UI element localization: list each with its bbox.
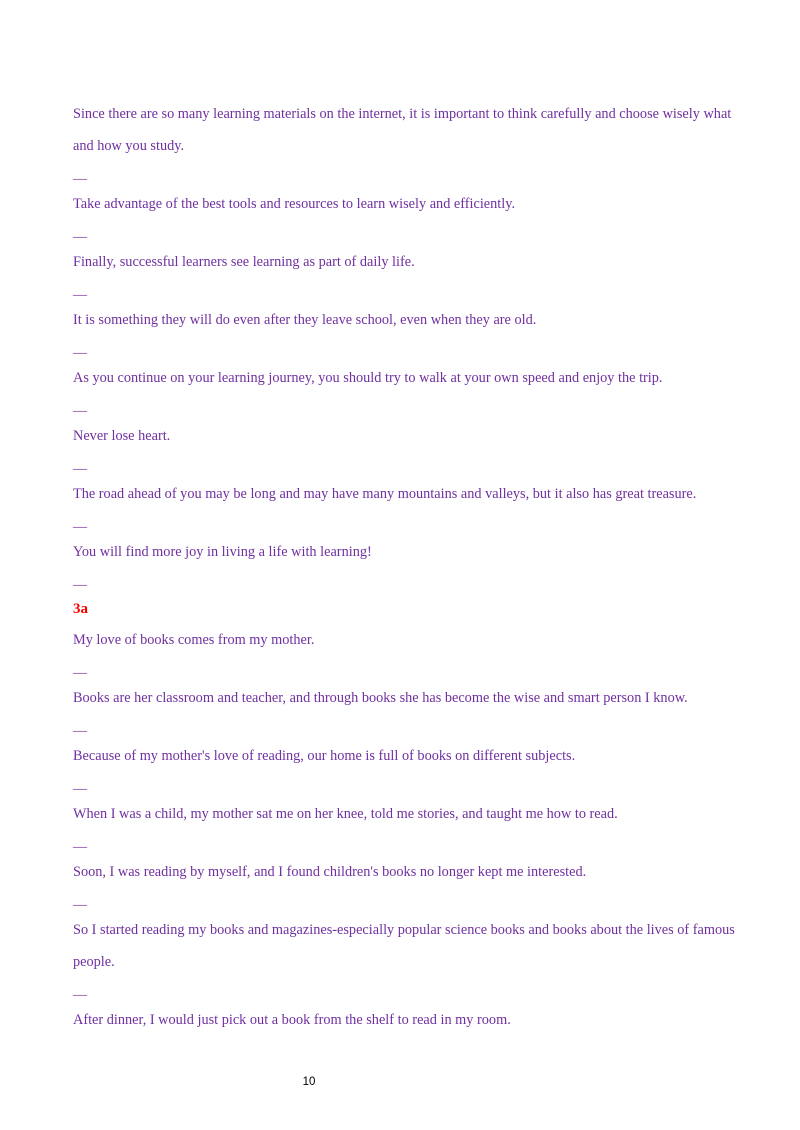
answer-blank: __ bbox=[73, 893, 87, 908]
page-number: 10 bbox=[302, 1076, 316, 1088]
answer-blank: __ bbox=[73, 399, 87, 414]
answer-blank: __ bbox=[73, 777, 87, 792]
answer-blank: __ bbox=[73, 719, 87, 734]
sentence-paragraph: As you continue on your learning journey, you should try to walk at your own speed and enjoy the trip. bbox=[73, 370, 663, 386]
sentence-paragraph: The road ahead of you may be long and may have many mountains and valleys, but it also has great treasure. bbox=[73, 486, 697, 502]
answer-blank: __ bbox=[73, 283, 87, 298]
sentence-paragraph: Finally, successful learners see learning as part of daily life. bbox=[73, 254, 415, 270]
sentence-paragraph: Since there are so many learning materials on the internet, it is important to think carefully and choose wisely what and how you study. bbox=[73, 106, 732, 154]
sentence-paragraph: My love of books comes from my mother. bbox=[73, 632, 315, 648]
answer-blank: __ bbox=[73, 983, 87, 998]
sentence-paragraph: Books are her classroom and teacher, and through books she has become the wise and smart person I know. bbox=[73, 690, 688, 706]
sentence-paragraph: It is something they will do even after they leave school, even when they are old. bbox=[73, 312, 537, 328]
sentence-paragraph: You will find more joy in living a life with learning! bbox=[73, 544, 372, 560]
answer-blank: __ bbox=[73, 573, 87, 588]
document-body bbox=[73, 98, 743, 1036]
answer-blank: __ bbox=[73, 341, 87, 356]
sentence-paragraph: Take advantage of the best tools and resources to learn wisely and efficiently. bbox=[73, 196, 516, 212]
answer-blank: __ bbox=[73, 515, 87, 530]
answer-blank: __ bbox=[73, 835, 87, 850]
sentence-paragraph: Soon, I was reading by myself, and I found children's books no longer kept me interested. bbox=[73, 864, 587, 880]
section-heading: 3a bbox=[73, 601, 88, 617]
answer-blank: __ bbox=[73, 457, 87, 472]
sentence-paragraph: So I started reading my books and magazines-especially popular science books and books about the lives of famous people. bbox=[73, 922, 735, 970]
answer-blank: __ bbox=[73, 661, 87, 676]
sentence-paragraph: After dinner, I would just pick out a book from the shelf to read in my room. bbox=[73, 1012, 511, 1028]
sentence-paragraph: Because of my mother's love of reading, our home is full of books on different subjects. bbox=[73, 748, 576, 764]
sentence-paragraph: Never lose heart. bbox=[73, 428, 171, 444]
sentence-paragraph: When I was a child, my mother sat me on her knee, told me stories, and taught me how to read. bbox=[73, 806, 618, 822]
answer-blank: __ bbox=[73, 225, 87, 240]
answer-blank: __ bbox=[73, 167, 87, 182]
